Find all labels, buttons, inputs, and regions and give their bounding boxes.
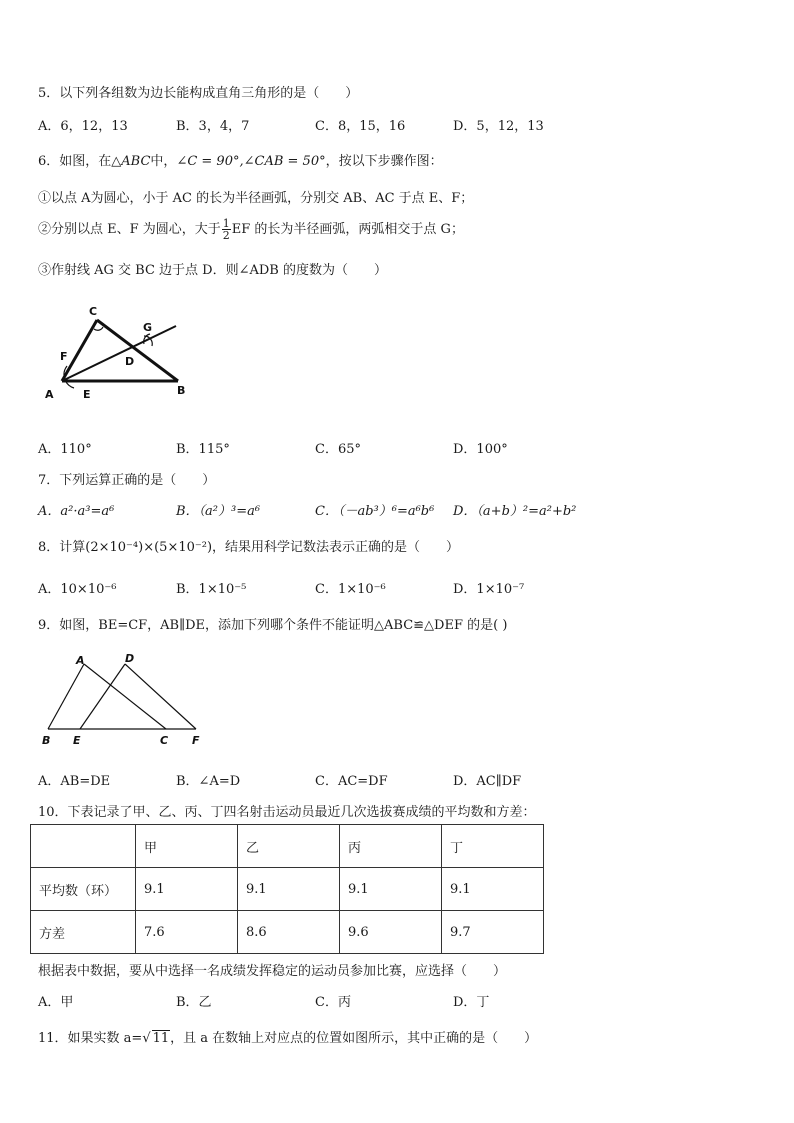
table-cell: 方差 — [31, 911, 136, 954]
right-angle-mark — [94, 327, 103, 330]
q9-option-d: D．AC∥DF — [453, 774, 522, 789]
table-cell: 9.1 — [136, 868, 238, 911]
table-cell: 9.6 — [340, 911, 442, 954]
label-g: G — [143, 321, 153, 334]
fraction-numerator: 1 — [222, 217, 230, 230]
q5-stem: 5．以下列各组数为边长能构成直角三角形的是（ ） — [38, 86, 359, 101]
side-de — [80, 664, 125, 729]
q7-option-b: B．（a²）³=a⁶ — [176, 504, 261, 519]
table-cell: 8.6 — [238, 911, 340, 954]
q11-radicand: 11 — [152, 1031, 170, 1046]
label-a: A — [76, 654, 85, 667]
table-header-row — [31, 825, 544, 868]
label-d: D — [125, 652, 135, 665]
q9-option-c: C．AC=DF — [315, 774, 388, 789]
label-f: F — [60, 350, 68, 363]
q6-step2 — [38, 218, 464, 241]
q6-stem-triangle: △ABC — [111, 154, 151, 169]
q10-option-a: A．甲 — [38, 995, 74, 1010]
q9-option-a: A．AB=DE — [38, 774, 111, 789]
q7-option-a: A．a²·a³=a⁶ — [38, 504, 115, 519]
q11-stem-prefix: 11．如果实数 a= — [38, 1031, 143, 1046]
q10-stem: 10．下表记录了甲、乙、丙、丁四名射击运动员最近几次选拔赛成绩的平均数和方差： — [38, 805, 536, 820]
q6-option-d: D．100° — [453, 442, 508, 457]
q7-stem: 7．下列运算正确的是（ ） — [38, 473, 216, 488]
table-cell: 7.6 — [136, 911, 238, 954]
table-header-cell — [31, 825, 136, 868]
q8-option-b: B．1×10⁻⁵ — [176, 582, 247, 597]
table-cell: 9.1 — [442, 868, 544, 911]
label-e: E — [83, 388, 91, 401]
table-header-cell: 丙 — [340, 825, 442, 868]
q8-stem-suffix: ，结果用科学记数法表示正确的是（ ） — [212, 540, 460, 555]
table-cell: 平均数（环） — [31, 868, 136, 911]
q6-step1: ①以点 A为圆心，小于 AC 的长为半径画弧，分别交 AB、AC 于点 E、F； — [38, 191, 474, 206]
label-d: D — [125, 355, 135, 368]
label-f: F — [192, 734, 200, 747]
q6-stem-mid: 中， — [150, 154, 177, 169]
table-row — [31, 911, 544, 954]
q6-option-a: A．110° — [38, 442, 92, 457]
q6-stem — [38, 150, 443, 169]
label-c: C — [160, 734, 169, 747]
table-header-cell: 乙 — [238, 825, 340, 868]
q6-option-c: C．65° — [315, 442, 361, 457]
q5-option-c: C．8，15，16 — [315, 119, 406, 134]
fraction-denominator: 2 — [222, 229, 230, 242]
q6-stem-prefix: 6．如图，在 — [38, 154, 112, 169]
q8-option-c: C．1×10⁻⁶ — [315, 582, 386, 597]
q5-option-d: D．5，12，13 — [453, 119, 544, 134]
q11-stem-suffix: ，且 a 在数轴上对应点的位置如图所示，其中正确的是（ ） — [170, 1031, 538, 1046]
label-b: B — [42, 734, 51, 747]
sqrt-icon: √ — [142, 1031, 151, 1046]
q10-question: 根据表中数据，要从中选择一名成绩发挥稳定的运动员参加比赛，应选择（ ） — [38, 964, 507, 979]
q6-triangle-figure — [40, 300, 190, 410]
table-header-cell: 甲 — [136, 825, 238, 868]
q8-option-d: D．1×10⁻⁷ — [453, 582, 525, 597]
q6-step2-suffix: EF 的长为半径画弧，两弧相交于点 G； — [231, 222, 464, 237]
side-cb — [97, 320, 178, 381]
q10-score-table — [30, 824, 544, 954]
q10-option-d: D．丁 — [453, 995, 490, 1010]
q5-option-a: A．6，12，13 — [38, 119, 128, 134]
table-cell: 9.7 — [442, 911, 544, 954]
q7-option-d: D．（a+b）²=a²+b² — [453, 504, 577, 519]
q6-option-b: B．115° — [176, 442, 230, 457]
label-a: A — [45, 388, 54, 401]
label-b: B — [177, 384, 186, 397]
table-header-cell: 丁 — [442, 825, 544, 868]
q8-stem-prefix: 8．计算 — [38, 540, 86, 555]
q11-stem — [38, 1027, 537, 1046]
q8-expression: (2×10⁻⁴)×(5×10⁻²) — [85, 540, 213, 555]
q9-option-b: B．∠A=D — [176, 774, 241, 789]
q6-step2-fraction — [222, 218, 231, 241]
q10-option-c: C．丙 — [315, 995, 351, 1010]
q9-stem: 9．如图，BE=CF，AB∥DE，添加下列哪个条件不能证明△ABC≌△DEF 的是( ) — [38, 618, 508, 633]
side-ac — [84, 664, 166, 729]
q6-stem-suffix: ，按以下步骤作图： — [325, 154, 443, 169]
side-ab — [48, 664, 84, 729]
table-cell: 9.1 — [238, 868, 340, 911]
q8-option-a: A．10×10⁻⁶ — [38, 582, 117, 597]
q6-stem-angles: ∠C = 90°,∠CAB = 50° — [176, 154, 326, 169]
table-cell: 9.1 — [340, 868, 442, 911]
q7-option-c: C．（－ab³）⁶=a⁶b⁶ — [315, 504, 435, 519]
q9-triangles-figure — [36, 648, 211, 748]
q8-stem — [38, 536, 459, 555]
label-c: C — [89, 305, 98, 318]
q5-option-b: B．3，4，7 — [176, 119, 250, 134]
side-df — [125, 664, 196, 729]
q6-step3: ③作射线 AG 交 BC 边于点 D．则∠ADB 的度数为（ ） — [38, 263, 387, 278]
label-e: E — [73, 734, 81, 747]
q10-option-b: B．乙 — [176, 995, 212, 1010]
q6-step2-prefix: ②分别以点 E、F 为圆心，大于 — [38, 222, 221, 237]
table-row — [31, 868, 544, 911]
